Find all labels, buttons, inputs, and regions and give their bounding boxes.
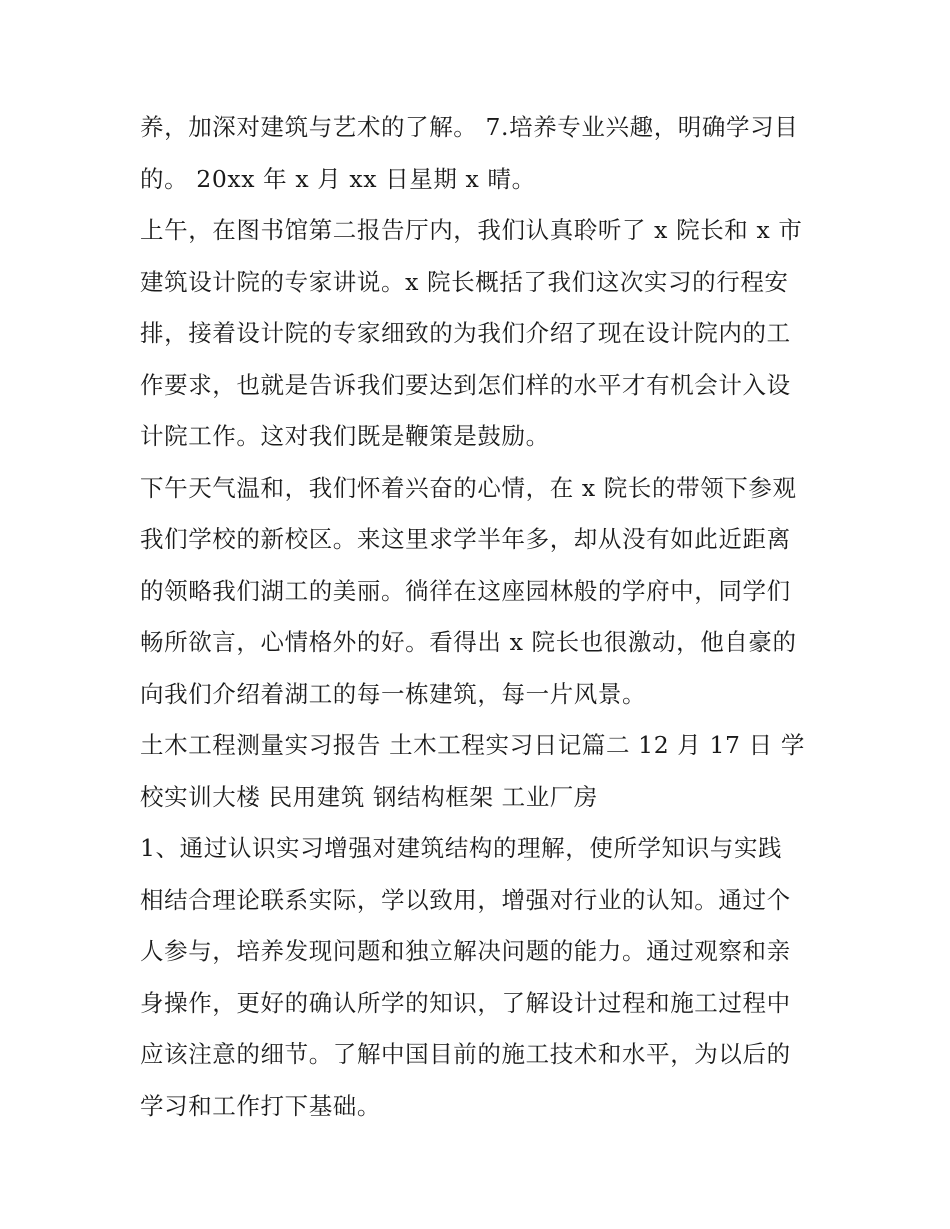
- text-line: 养，加深对建筑与艺术的了解。 7.培养专业兴趣，明确学习目: [140, 113, 799, 141]
- text-line: 作要求，也就是告诉我们要达到怎们样的水平才有机会计入设: [140, 370, 791, 399]
- text-line: 校实训大楼 民用建筑 钢结构框架 工业厂房: [140, 782, 599, 811]
- text-line: 向我们介绍着湖工的每一栋建筑，每一片风景。: [140, 679, 647, 708]
- text-line: 排，接着设计院的专家细致的为我们介绍了现在设计院内的工: [140, 319, 791, 347]
- text-line: 下午天气温和，我们怀着兴奋的心情，在 x 院长的带领下参观: [140, 473, 797, 502]
- text-line: 计院工作。这对我们既是鞭策是鼓励。: [140, 422, 550, 450]
- text-line: 建筑设计院的专家讲说。x 院长概括了我们这次实习的行程安: [140, 267, 789, 296]
- text-line: 1、通过认识实习增强对建筑结构的理解，使所学知识与实践: [140, 834, 783, 862]
- text-line: 上午，在图书馆第二报告厅内，我们认真聆听了 x 院长和 x 市: [140, 216, 803, 244]
- text-line: 畅所欲言，心情格外的好。看得出 x 院长也很激动，他自豪的: [140, 628, 797, 656]
- text-line: 我们学校的新校区。来这里求学半年多，却从没有如此近距离: [140, 525, 791, 553]
- text-line: 的。 20xx 年 x 月 xx 日星期 x 晴。: [140, 164, 536, 193]
- document-body: [140, 102, 820, 1132]
- text-line: 应该注意的细节。了解中国目前的施工技术和水平，为以后的: [140, 1040, 791, 1068]
- text-line: 的领略我们湖工的美丽。徜徉在这座园林般的学府中，同学们: [140, 576, 791, 605]
- text-line: 相结合理论联系实际，学以致用，增强对行业的认知。通过个: [140, 885, 791, 914]
- text-line: 学习和工作打下基础。: [140, 1091, 381, 1120]
- text-line: 土木工程测量实习报告 土木工程实习日记篇二 12 月 17 日 学: [140, 731, 805, 759]
- text-line: 人参与，培养发现问题和独立解决问题的能力。通过观察和亲: [140, 937, 791, 965]
- text-line: 身操作，更好的确认所学的知识，了解设计过程和施工过程中: [140, 988, 791, 1017]
